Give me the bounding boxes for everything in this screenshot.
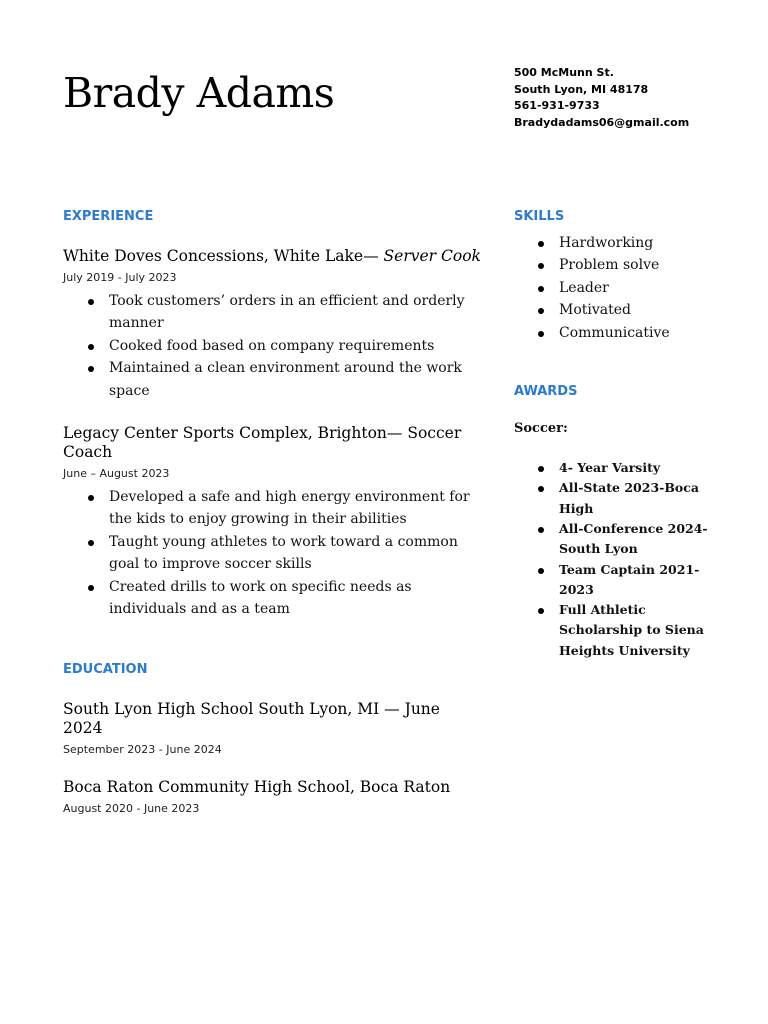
awards-section [514,382,714,661]
list-item: Taught young athletes to work toward a common goal to improve soccer skills [109,531,483,576]
job-dates: June – August 2023 [63,467,170,481]
list-item: Team Captain 2021-2023 [559,560,714,601]
education-heading: EDUCATION [63,662,148,678]
main-column [63,207,483,817]
contact-phone: 561-931-9733 [514,99,600,112]
list-item: Took customers’ orders in an efficient and orderly manner [109,290,483,335]
list-item: Developed a safe and high energy environment for the kids to enjoy growing in their abilities [109,486,483,531]
job-dates: July 2019 - July 2023 [63,271,177,284]
job-employer: White Doves Concessions, White Lake [63,247,364,265]
school-name: South Lyon High School South Lyon, MI [63,700,385,719]
contact-street: 500 McMunn St. [514,66,614,79]
skills-heading: SKILLS [514,209,565,224]
awards-subheading: Soccer: [514,421,568,437]
awards-list [514,458,714,661]
job-separator: — [386,424,408,443]
education-entry [63,778,483,817]
job-entry [63,247,483,402]
sidebar-column [514,207,714,661]
list-item: Maintained a clean environment around the work space [109,357,483,402]
list-item: Communicative [559,322,714,344]
school-name: Boca Raton Community High School, Boca Raton [63,778,451,797]
skills-section [514,207,714,344]
job-employer: Legacy Center Sports Complex, Brighton [63,424,387,443]
school-title [63,778,483,797]
school-separator: — [384,700,405,719]
job-separator: — [363,247,384,265]
job-bullets [63,290,483,402]
skills-list [513,232,714,344]
contact-email: Bradydadams06@gmail.com [514,115,690,129]
job-role: Server Cook [383,247,481,265]
job-title [63,424,483,462]
job-title [63,247,483,266]
education-entry [63,700,483,758]
list-item: Leader [559,277,714,299]
list-item: 4- Year Varsity [559,458,714,478]
job-entry [63,424,483,620]
list-item: All-State 2023-Boca High [559,478,714,519]
school-detail: June 2024 [63,700,440,738]
list-item: Cooked food based on company requirements [109,335,483,357]
school-dates: September 2023 - June 2024 [63,743,222,757]
list-item: Created drills to work on specific needs as individuals and as a team [109,576,483,621]
list-item: Motivated [559,299,714,321]
job-bullets [63,486,483,620]
list-item: Full Athletic Scholarship to Siena Heights University [559,600,714,661]
contact-city: South Lyon, MI 48178 [514,82,649,96]
school-title [63,700,483,738]
list-item: All-Conference 2024-South Lyon [559,519,714,560]
job-role: Soccer Coach [63,424,462,462]
contact-block [514,65,689,131]
awards-heading: AWARDS [514,384,578,400]
experience-heading: EXPERIENCE [63,209,154,224]
list-item: Hardworking [559,232,714,254]
school-dates: August 2020 - June 2023 [63,802,200,816]
list-item: Problem solve [559,254,714,276]
candidate-name: Brady Adams [63,69,335,117]
